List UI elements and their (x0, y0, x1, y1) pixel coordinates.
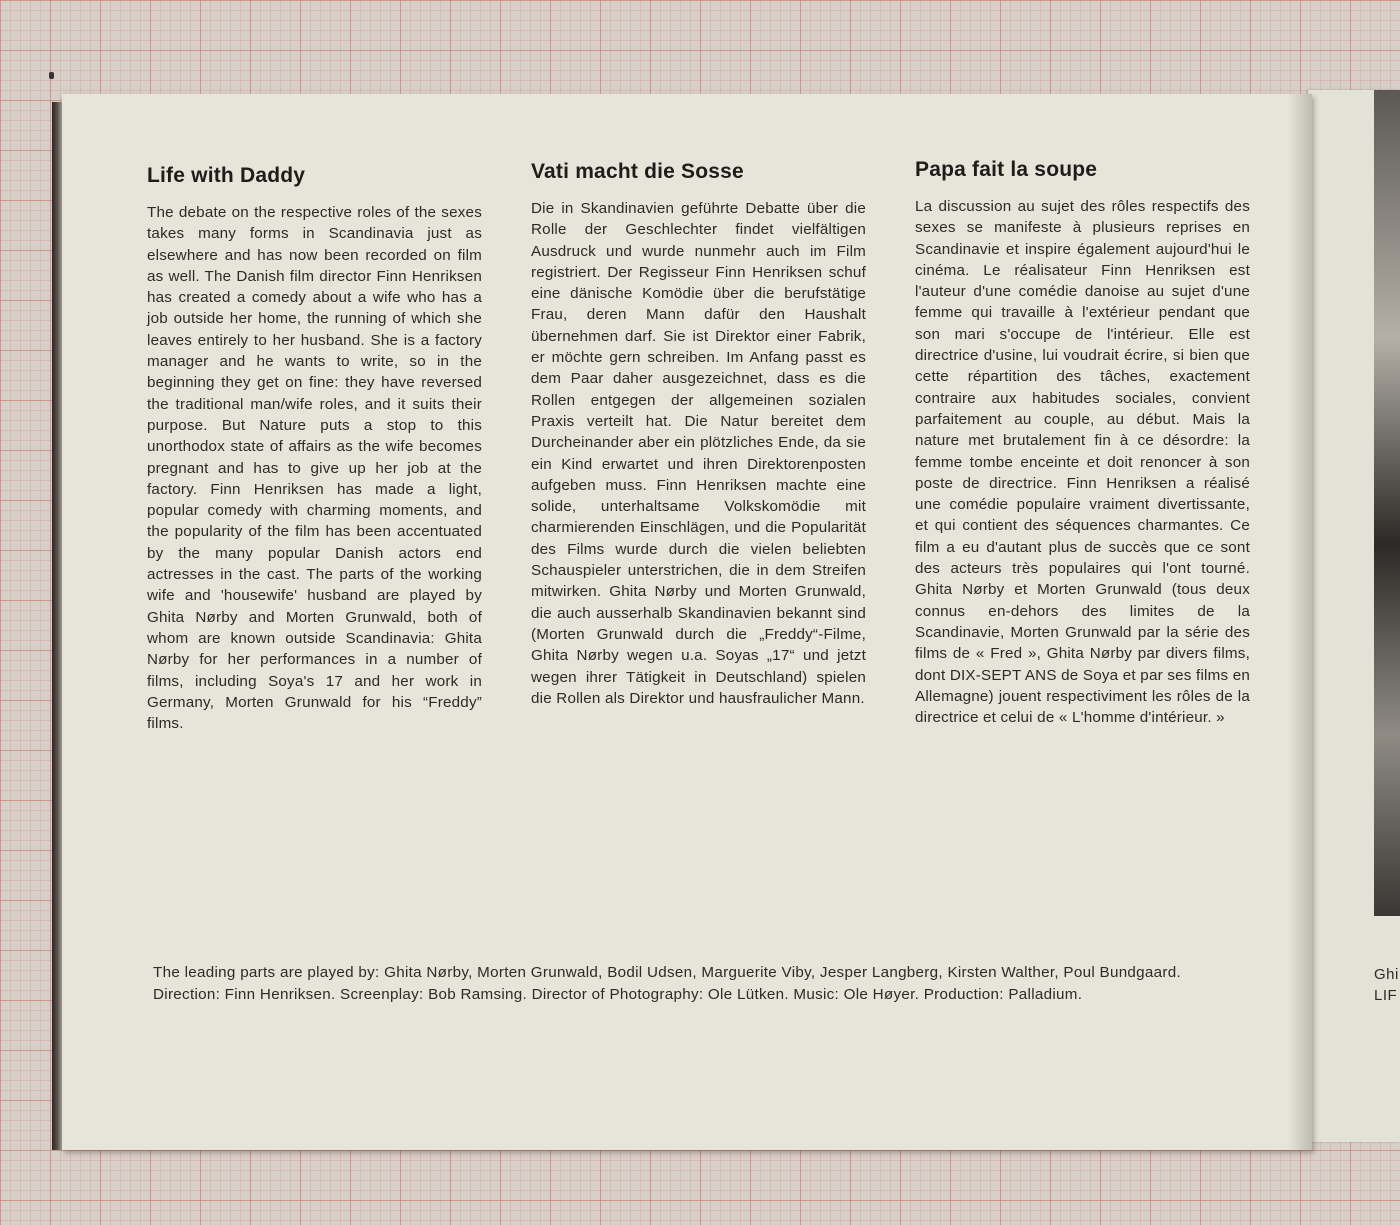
french-body: La discussion au sujet des rôles respectifs des sexes se manifeste à plusieurs reprises en Scandinavie et inspire également aujourd'hui le cinéma. Le réalisateur Finn Henriksen est l'auteur d'une comédie danoise au sujet d'une femme qui travaille à l'extérieur pendant que son mari s'occupe de l'intérieur. Elle est directrice d'usine, lui voudrait écrire, si bien que cette répartition des tâches, exactement contraire aux habitudes sociales, convient parfaitement au couple, au début. Mais la nature met brutalement fin à ce désordre: la femme tombe enceinte et doit renoncer à son poste de directrice. Finn Henriksen a réalisé une comédie populaire vraiment divertissante, et qui contient des séquences charmantes. Ce film a eu d'autant plus de succès que ce sont des acteurs très populaires qui l'ont tourné. Ghita Nørby et Morten Grunwald (tous deux connus en-dehors des limites de la Scandinavie, Morten Grunwald par la série des films de « Fred », Ghita Nørby par divers films, dont DIX-SEPT ANS de Soya et par ses films en Allemagne) jouent respectiviment les rôles de la directrice et celui de « L'homme d'intérieur. » (915, 198, 1250, 727)
french-column (915, 158, 1250, 728)
edge-caption-line: LIF (1374, 987, 1398, 1004)
edge-caption (1374, 964, 1400, 1006)
german-heading: Vati macht die Sosse (531, 160, 744, 183)
ink-mark (49, 72, 54, 79)
english-heading: Life with Daddy (147, 164, 306, 187)
edge-caption-line: Ghi (1374, 966, 1399, 983)
credits-text: The leading parts are played by: Ghita Nørby, Morten Grunwald, Bodil Udsen, Marguerite Viby, Jesper Langberg, Kirsten Walther, Poul Bundgaard. Direction: Finn Henriksen. Screenplay: Bob Ramsing. Director of Photography: Ole Lütken. Music: Ole Høyer. Production: Palladium. (153, 964, 1182, 1003)
french-heading: Papa fait la soupe (915, 158, 1098, 181)
german-column (531, 160, 866, 709)
english-body: The debate on the respective roles of the sexes takes many forms in Scandinavia just as elsewhere and has now been recorded on film as well. The Danish film director Finn Henriksen has created a comedy about a wife who has a job outside her home, the running of which she leaves entirely to her husband. She is a factory manager and he wants to write, so in the beginning they get on fine: they have reversed the traditional man/wife roles, and it suits their purpose. But Nature puts a stop to this unorthodox state of affairs as the wife becomes pregnant and has to give up her job at the factory. Finn Henriksen has made a light, popular comedy with charming moments, and the popularity of the film has been accentuated by the many popular Danish actors end actresses in the cast. The parts of the working wife and 'housewife' husband are played by Ghita Nørby and Morten Grunwald, both of whom are known outside Scandinavia: Ghita Nørby for her performances in a number of films, including Soya's 17 and her work in Germany, Morten Grunwald for his “Freddy” films. (147, 204, 482, 733)
german-body: Die in Skandinavien geführte Debatte über die Rolle der Geschlechter findet vielfältigen Ausdruck und wurde nunmehr auch im Film registriert. Der Regisseur Finn Henriksen schuf eine dänische Komödie über die berufstätige Frau, deren Mann dafür den Haushalt übernehmen darf. Sie ist Direktor einer Fabrik, er möchte gern schreiben. Im Anfang passt es dem Paar daher ausgezeichnet, dass es die Rollen entgegen der allgemeinen sozialen Praxis verteilt hat. Die Natur bereitet dem Durcheinander aber ein plötzliches Ende, da sie ein Kind erwartet und ihren Direktorenposten aufgeben muss. Finn Henriksen machte eine solide, unterhaltsame Volkskomödie mit charmierenden Einschlägen, und die Popularität des Films wurde durch die vielen beliebten Schauspieler unterstrichen, die in dem Streifen mitwirken. Ghita Nørby und Morten Grunwald, die auch ausserhalb Skandinavien bekannt sind (Morten Grunwald durch die „Freddy“-Filme, Ghita Nørby wegen u.a. Soyas „17“ und jetzt wegen ihrer Tätigkeit in Deutschland) spielen die Rollen als Direktor und hausfraulicher Mann. (531, 200, 866, 707)
english-column (147, 164, 482, 734)
photo-edge (1374, 90, 1400, 916)
